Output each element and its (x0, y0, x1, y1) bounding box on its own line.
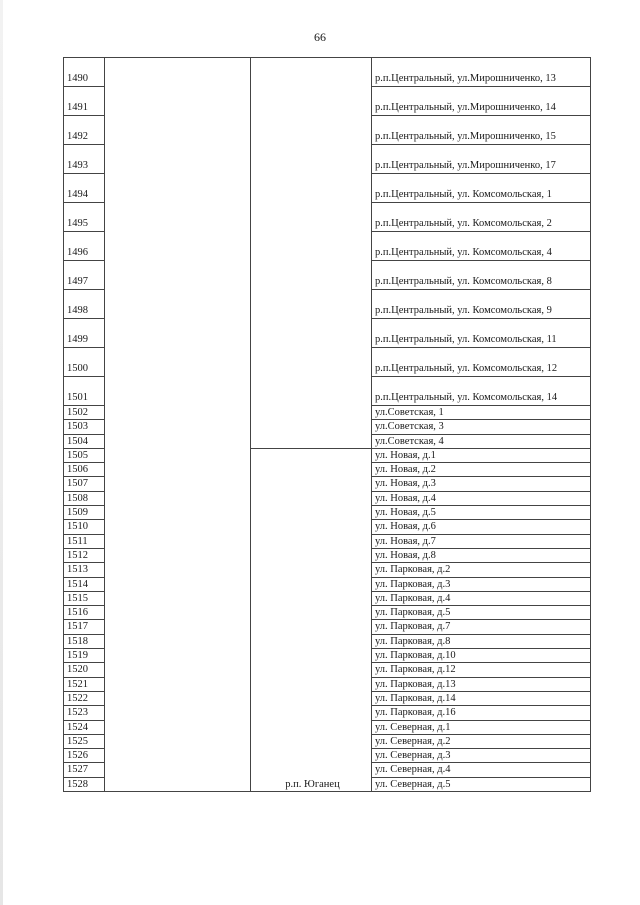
address-cell: ул. Парковая, д.3 (372, 577, 591, 591)
address-cell: р.п.Центральный, ул. Комсомольская, 4 (372, 232, 591, 261)
row-number: 1527 (64, 763, 105, 777)
address-cell: ул. Новая, д.6 (372, 520, 591, 534)
address-cell: ул. Парковая, д.4 (372, 591, 591, 605)
row-number: 1523 (64, 706, 105, 720)
address-cell: р.п.Центральный, ул. Комсомольская, 9 (372, 290, 591, 319)
row-number: 1494 (64, 174, 105, 203)
address-cell: ул. Новая, д.8 (372, 548, 591, 562)
row-number: 1496 (64, 232, 105, 261)
row-number: 1499 (64, 319, 105, 348)
address-cell: ул. Новая, д.7 (372, 534, 591, 548)
row-number: 1513 (64, 563, 105, 577)
address-cell: ул. Парковая, д.13 (372, 677, 591, 691)
row-number: 1517 (64, 620, 105, 634)
address-cell: р.п.Центральный, ул. Комсомольская, 12 (372, 348, 591, 377)
row-number: 1528 (64, 777, 105, 791)
address-cell: ул. Парковая, д.2 (372, 563, 591, 577)
row-number: 1491 (64, 87, 105, 116)
address-cell: ул. Новая, д.3 (372, 477, 591, 491)
row-number: 1516 (64, 606, 105, 620)
row-number: 1518 (64, 634, 105, 648)
row-number: 1501 (64, 377, 105, 406)
address-cell: р.п.Центральный, ул. Комсомольская, 14 (372, 377, 591, 406)
row-number: 1493 (64, 145, 105, 174)
row-number: 1519 (64, 649, 105, 663)
page-number: 66 (314, 30, 326, 44)
address-cell: ул. Парковая, д.7 (372, 620, 591, 634)
row-number: 1503 (64, 420, 105, 434)
row-number: 1520 (64, 663, 105, 677)
row-number: 1495 (64, 203, 105, 232)
row-number: 1524 (64, 720, 105, 734)
row-number: 1507 (64, 477, 105, 491)
address-cell: ул. Новая, д.5 (372, 506, 591, 520)
address-cell: ул. Парковая, д.16 (372, 706, 591, 720)
row-number: 1505 (64, 448, 105, 462)
address-cell: ул. Северная, д.1 (372, 720, 591, 734)
locality-cell-empty (251, 58, 372, 449)
address-cell: ул. Северная, д.3 (372, 749, 591, 763)
row-number: 1490 (64, 58, 105, 87)
address-cell: р.п.Центральный, ул.Мирошниченко, 14 (372, 87, 591, 116)
address-cell: ул. Северная, д.4 (372, 763, 591, 777)
row-number: 1511 (64, 534, 105, 548)
address-cell: ул. Новая, д.4 (372, 491, 591, 505)
row-number: 1498 (64, 290, 105, 319)
table-row (64, 58, 591, 87)
row-number: 1512 (64, 548, 105, 562)
row-number: 1508 (64, 491, 105, 505)
address-cell: ул.Советская, 3 (372, 420, 591, 434)
row-number: 1504 (64, 434, 105, 448)
address-cell: ул. Парковая, д.12 (372, 663, 591, 677)
row-number: 1510 (64, 520, 105, 534)
address-cell: р.п.Центральный, ул. Комсомольская, 2 (372, 203, 591, 232)
empty-column-cell (105, 58, 251, 792)
row-number: 1502 (64, 406, 105, 420)
row-number: 1525 (64, 734, 105, 748)
address-cell: ул. Новая, д.1 (372, 448, 591, 462)
address-cell: ул. Парковая, д.14 (372, 691, 591, 705)
row-number: 1500 (64, 348, 105, 377)
row-number: 1526 (64, 749, 105, 763)
scan-edge (0, 0, 3, 905)
address-cell: р.п.Центральный, ул.Мирошниченко, 15 (372, 116, 591, 145)
row-number: 1522 (64, 691, 105, 705)
address-cell: ул. Парковая, д.5 (372, 606, 591, 620)
address-cell: ул.Советская, 4 (372, 434, 591, 448)
address-cell: р.п.Центральный, ул.Мирошниченко, 13 (372, 58, 591, 87)
address-cell: ул. Парковая, д.10 (372, 649, 591, 663)
row-number: 1515 (64, 591, 105, 605)
row-number: 1521 (64, 677, 105, 691)
address-cell: ул.Советская, 1 (372, 406, 591, 420)
row-number: 1492 (64, 116, 105, 145)
address-cell: р.п.Центральный, ул. Комсомольская, 11 (372, 319, 591, 348)
address-cell: ул. Новая, д.2 (372, 463, 591, 477)
address-cell: р.п.Центральный, ул. Комсомольская, 1 (372, 174, 591, 203)
locality-cell: р.п. Юганец (251, 448, 372, 791)
address-cell: ул. Северная, д.5 (372, 777, 591, 791)
row-number: 1514 (64, 577, 105, 591)
address-cell: р.п.Центральный, ул. Комсомольская, 8 (372, 261, 591, 290)
address-cell: ул. Северная, д.2 (372, 734, 591, 748)
address-table-body (64, 58, 591, 792)
row-number: 1497 (64, 261, 105, 290)
address-table (63, 57, 591, 792)
address-cell: р.п.Центральный, ул.Мирошниченко, 17 (372, 145, 591, 174)
row-number: 1506 (64, 463, 105, 477)
row-number: 1509 (64, 506, 105, 520)
address-cell: ул. Парковая, д.8 (372, 634, 591, 648)
